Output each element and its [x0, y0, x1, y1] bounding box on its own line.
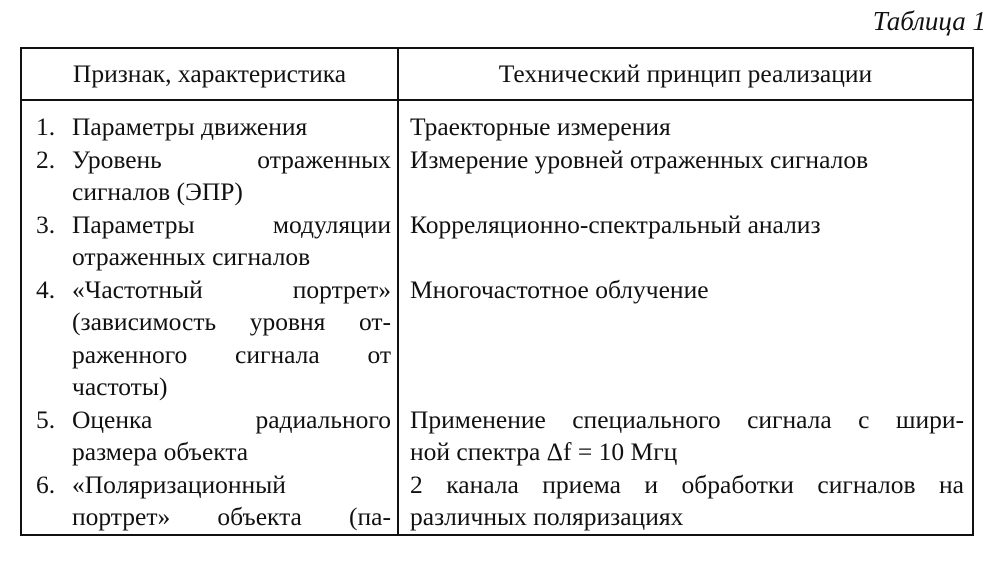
- table-row: [21, 209, 973, 274]
- feature-text: «Поляризационный: [72, 469, 286, 499]
- feature-cell: [21, 469, 398, 535]
- principle-text: Применение специального сигнала с шири-: [410, 404, 964, 434]
- feature-text: раженного сигнала от: [72, 339, 391, 369]
- principle-text: различных поляризациях: [410, 502, 684, 531]
- row-number: 2.: [36, 144, 56, 174]
- principle-text: Многочастотное облучение: [410, 274, 709, 304]
- feature-text: размера объекта: [72, 437, 249, 466]
- principle-text: Измерение уровней отраженных сигналов: [410, 144, 869, 174]
- principle-cell: [398, 144, 973, 209]
- feature-text: (зависимость уровня от-: [72, 307, 391, 336]
- row-number: 6.: [36, 469, 56, 499]
- row-number: 1.: [36, 112, 56, 141]
- feature-text: Оценка радиального: [72, 404, 391, 434]
- principle-text: Траекторные измерения: [410, 112, 671, 141]
- principle-text: ной спектра Δf = 10 Мгц: [410, 437, 678, 466]
- feature-cell: [21, 274, 398, 404]
- feature-text: Уровень отраженных: [72, 144, 391, 174]
- table-row: [21, 274, 973, 404]
- table-caption: Таблица 1: [872, 6, 986, 36]
- feature-cell: [21, 100, 398, 144]
- principle-cell: [398, 274, 973, 404]
- table-row: [21, 144, 973, 209]
- feature-cell: [21, 209, 398, 274]
- principle-cell: [398, 209, 973, 274]
- table-row: [21, 100, 973, 144]
- row-number: 3.: [36, 209, 56, 239]
- principle-cell: [398, 100, 973, 144]
- feature-text: отраженных сигналов: [72, 242, 311, 271]
- principle-text: Корреляционно-спектральный анализ: [410, 209, 821, 239]
- row-number: 5.: [36, 404, 56, 434]
- feature-text: «Частотный портрет»: [72, 274, 391, 304]
- principle-cell: [398, 469, 973, 535]
- feature-text: портрет» объекта (па-: [72, 502, 391, 531]
- header-feature: Признак, характеристика: [21, 48, 398, 100]
- feature-text: Параметры модуляции: [72, 209, 391, 239]
- feature-text: частоты): [72, 372, 168, 401]
- table-row: [21, 469, 973, 535]
- features-table: [20, 47, 974, 536]
- feature-cell: [21, 404, 398, 469]
- feature-text: Параметры движения: [72, 112, 308, 141]
- principle-text: 2 канала приема и обработки сигналов на: [410, 469, 964, 499]
- table-header-row: [21, 48, 973, 100]
- feature-cell: [21, 144, 398, 209]
- header-principle: Технический принцип реализации: [398, 48, 973, 100]
- principle-cell: [398, 404, 973, 469]
- row-number: 4.: [36, 274, 56, 304]
- feature-text: сигналов (ЭПР): [72, 177, 243, 206]
- table-row: [21, 404, 973, 469]
